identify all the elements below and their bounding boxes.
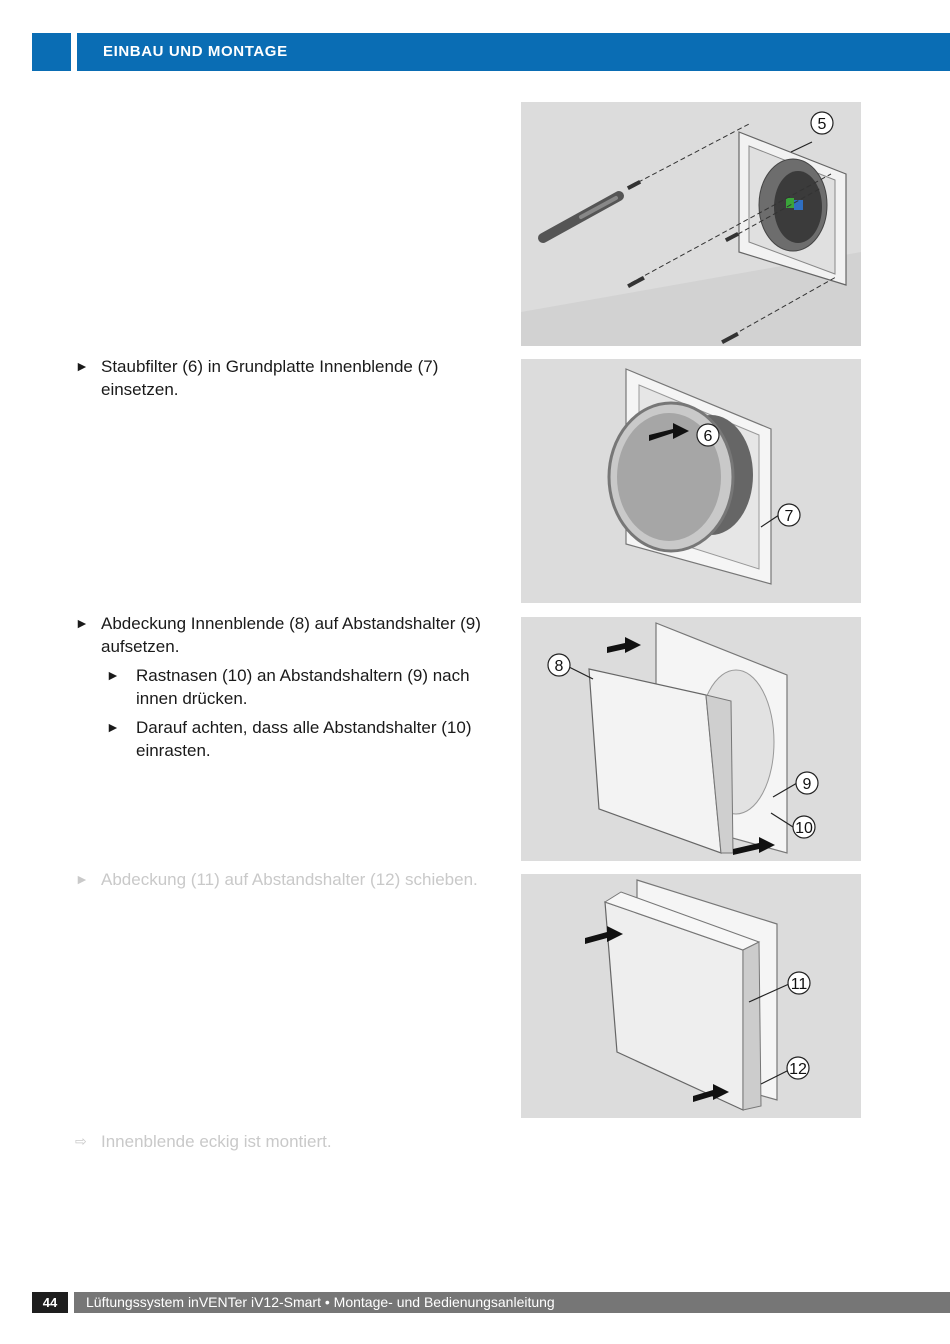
step-text: Abdeckung (11) auf Abstandshalter (12) schieben. [101, 870, 478, 889]
step-1 [75, 355, 505, 401]
step-text: Staubfilter (6) in Grundplatte Innenblende (7) einsetzen. [101, 357, 439, 399]
result-line [75, 1130, 505, 1153]
bullet-arrow-icon: ► [75, 615, 89, 631]
callout-5 [811, 112, 833, 134]
result-text: Innenblende eckig ist montiert. [101, 1132, 332, 1151]
bullet-arrow-icon: ► [75, 871, 89, 887]
section-header [77, 33, 950, 71]
callout-10 [793, 816, 815, 838]
figure-cover-slide [521, 874, 861, 1118]
svg-text:8: 8 [554, 658, 564, 675]
screwdriver-icon [543, 196, 619, 238]
substep-2 [106, 716, 505, 762]
substep-1 [106, 664, 505, 710]
substep-text: Rastnasen (10) an Abstandshaltern (9) nach innen drücken. [136, 666, 470, 708]
svg-text:12: 12 [789, 1061, 807, 1078]
result-arrow-icon: ⇨ [75, 1133, 87, 1149]
callout-8 [548, 654, 570, 676]
bullet-arrow-icon: ► [75, 358, 89, 374]
step-3 [75, 868, 505, 891]
footer-bar [74, 1292, 950, 1313]
figure-cover-spacers [521, 617, 861, 861]
callout-6 [697, 424, 719, 446]
callout-7 [778, 504, 800, 526]
svg-text:10: 10 [795, 820, 813, 837]
header-accent-block [32, 33, 71, 71]
svg-text:5: 5 [817, 116, 827, 133]
svg-text:9: 9 [802, 776, 812, 793]
svg-text:11: 11 [790, 976, 808, 993]
svg-text:6: 6 [703, 428, 713, 445]
figure-base-plate-screws [521, 102, 861, 346]
substep-text: Darauf achten, dass alle Abstandshalter (10) einrasten. [136, 718, 472, 760]
step-2 [75, 612, 505, 762]
page-number: 44 [32, 1292, 68, 1313]
footer-text: Lüftungssystem inVENTer iV12-Smart • Montage- und Bedienungsanleitung [86, 1294, 555, 1310]
bullet-arrow-icon: ► [106, 667, 120, 683]
dust-filter-illustration [609, 403, 733, 551]
bullet-arrow-icon: ► [106, 719, 120, 735]
callout-9 [796, 772, 818, 794]
section-title: EINBAU UND MONTAGE [103, 43, 288, 60]
figure-dust-filter [521, 359, 861, 603]
callout-11 [788, 972, 810, 994]
base-plate-illustration [739, 132, 846, 285]
svg-text:7: 7 [784, 508, 794, 525]
cover-plate-illustration [589, 669, 733, 853]
callout-12 [787, 1057, 809, 1079]
step-text: Abdeckung Innenblende (8) auf Abstandshalter (9) aufsetzen. [101, 614, 481, 656]
